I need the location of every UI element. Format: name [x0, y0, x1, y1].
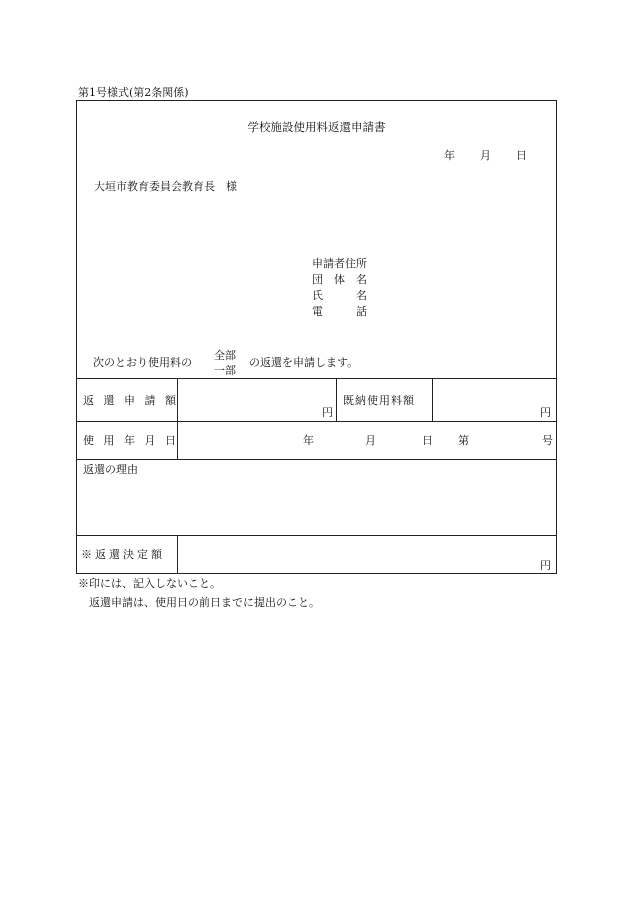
use-year-label: 年: [303, 434, 314, 447]
date-year-label: 年: [444, 149, 455, 162]
date-month-label: 月: [480, 149, 491, 162]
use-month-label: 月: [365, 434, 376, 447]
refund-amount-field[interactable]: [178, 379, 335, 421]
yen-label-1: 円: [322, 406, 333, 419]
number-prefix: 第: [458, 434, 469, 447]
request-prefix: 次のとおり使用料の: [93, 356, 192, 369]
note-2: 返還申請は、使用日の前日までに提出のこと。: [89, 596, 320, 609]
applicant-group-label: 団 体 名: [312, 273, 367, 286]
note-1: ※印には、記入しないこと。: [78, 577, 221, 590]
date-day-label: 日: [516, 149, 527, 162]
use-date-label: 使 用 年 月 日: [83, 434, 179, 447]
applicant-address-label: 申請者住所: [312, 257, 367, 270]
yen-label-2: 円: [540, 406, 551, 419]
form-number: 第1号様式(第2条関係): [78, 86, 189, 99]
reason-label: 返還の理由: [83, 463, 138, 476]
request-suffix: の返還を申請します。: [249, 356, 359, 369]
use-day-label: 日: [422, 434, 433, 447]
option-all[interactable]: 全部: [214, 349, 236, 362]
application-form: [76, 100, 557, 574]
paid-fee-label: 既納使用料額: [343, 394, 415, 407]
applicant-phone-label: 電 話: [312, 305, 367, 318]
yen-label-3: 円: [540, 559, 551, 572]
decision-amount-field: [178, 536, 555, 572]
number-suffix: 号: [542, 434, 553, 447]
form-title: 学校施設使用料返還申請書: [247, 120, 386, 134]
decision-amount-label: ※返還決定額: [81, 548, 165, 561]
refund-amount-label: 返 還 申 請 額: [83, 394, 179, 407]
addressee: 大垣市教育委員会教育長 様: [94, 180, 237, 193]
column-divider: [336, 378, 337, 421]
option-part[interactable]: 一部: [214, 364, 236, 377]
reason-field[interactable]: [77, 477, 555, 534]
row-divider: [77, 459, 556, 460]
paid-fee-field[interactable]: [433, 379, 555, 421]
applicant-name-label: 氏 名: [312, 289, 367, 302]
